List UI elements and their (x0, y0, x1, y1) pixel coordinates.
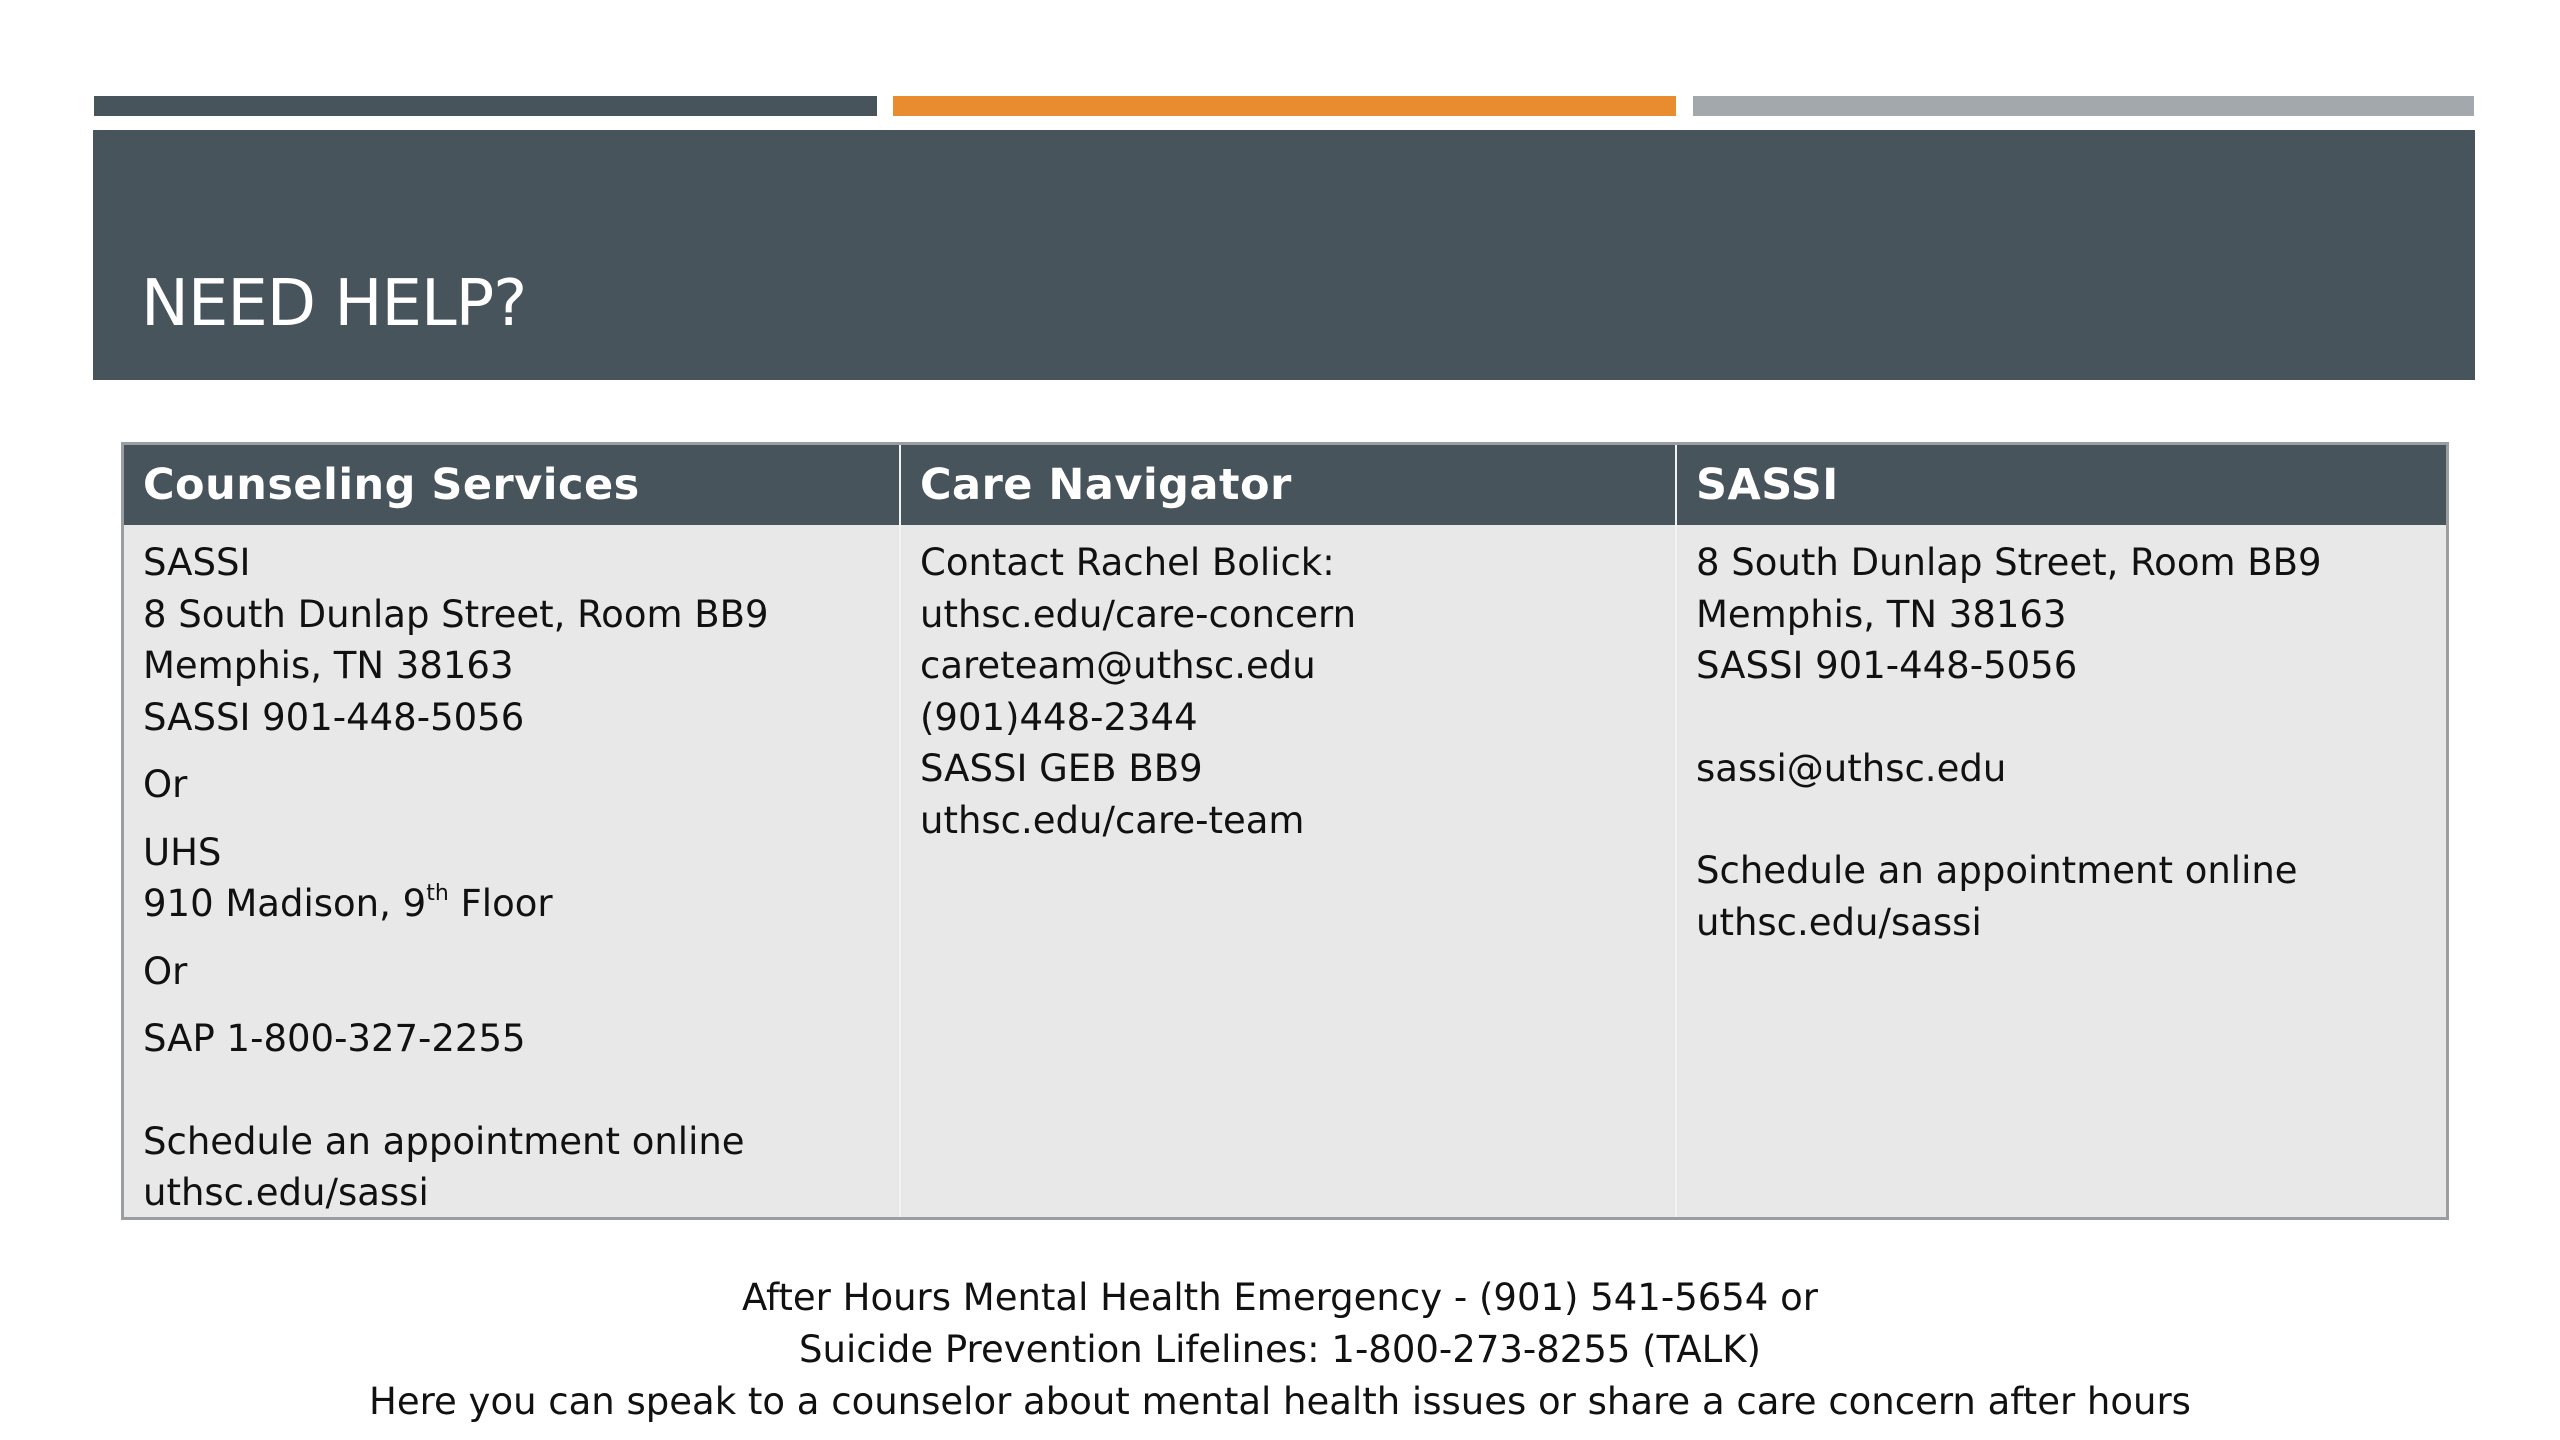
web-link[interactable]: uthsc.edu/care-concern (920, 592, 1357, 636)
after-hours-footer (0, 1272, 2560, 1428)
schedule-text: Schedule an appointment online (143, 1119, 745, 1163)
column-header-care-navigator: Care Navigator (920, 460, 1292, 510)
column-counseling-services (124, 445, 899, 1217)
web-link[interactable]: uthsc.edu/care-team (920, 798, 1305, 842)
email-link[interactable]: careteam@uthsc.edu (920, 644, 1316, 687)
accent-bar-orange (893, 96, 1676, 116)
schedule-text: Schedule an appointment online (1696, 849, 2298, 892)
column-sassi (1675, 445, 2452, 1217)
column-care-navigator (899, 445, 1676, 1217)
column-body-sassi (1696, 537, 2442, 948)
phone-number: SASSI 901-448-5056 (1696, 644, 2078, 687)
office-location: SASSI GEB BB9 (920, 747, 1203, 790)
help-resources-table (121, 442, 2449, 1220)
email-link[interactable]: sassi@uthsc.edu (1696, 746, 2007, 790)
accent-bar-dark (94, 96, 877, 116)
page-title: NEED HELP? (141, 267, 527, 341)
web-link[interactable]: uthsc.edu/sassi (143, 1171, 429, 1214)
location-name: UHS (143, 830, 222, 874)
column-header-sassi: SASSI (1696, 460, 1839, 510)
city-state-zip: Memphis, TN 38163 (1696, 592, 2067, 636)
location-name: SASSI (143, 541, 251, 584)
phone-number: SAP 1-800-327-2255 (143, 1017, 526, 1060)
column-header-counseling-services: Counseling Services (143, 460, 640, 510)
contact-name: Contact Rachel Bolick: (920, 541, 1335, 584)
street-address: 8 South Dunlap Street, Room BB9 (143, 592, 769, 636)
street-address: 910 Madison, 9th Floor (143, 881, 553, 925)
emergency-line: After Hours Mental Health Emergency - (901) 541-5654 or (742, 1276, 1818, 1319)
or-separator: Or (143, 949, 188, 993)
accent-bar-gray (1693, 96, 2474, 116)
column-body-care-navigator (920, 537, 1666, 846)
street-address: 8 South Dunlap Street, Room BB9 (1696, 541, 2322, 584)
phone-number: (901)448-2344 (920, 695, 1198, 739)
lifeline-line: Suicide Prevention Lifelines: 1-800-273-8255 (TALK) (799, 1328, 1761, 1371)
phone-number: SASSI 901-448-5056 (143, 695, 525, 739)
or-separator: Or (143, 763, 188, 806)
after-hours-note: Here you can speak to a counselor about mental health issues or share a care concern after hours (369, 1380, 2191, 1423)
city-state-zip: Memphis, TN 38163 (143, 644, 514, 687)
column-body-counseling-services (143, 537, 889, 1219)
title-banner (93, 130, 2475, 380)
web-link[interactable]: uthsc.edu/sassi (1696, 900, 1982, 944)
